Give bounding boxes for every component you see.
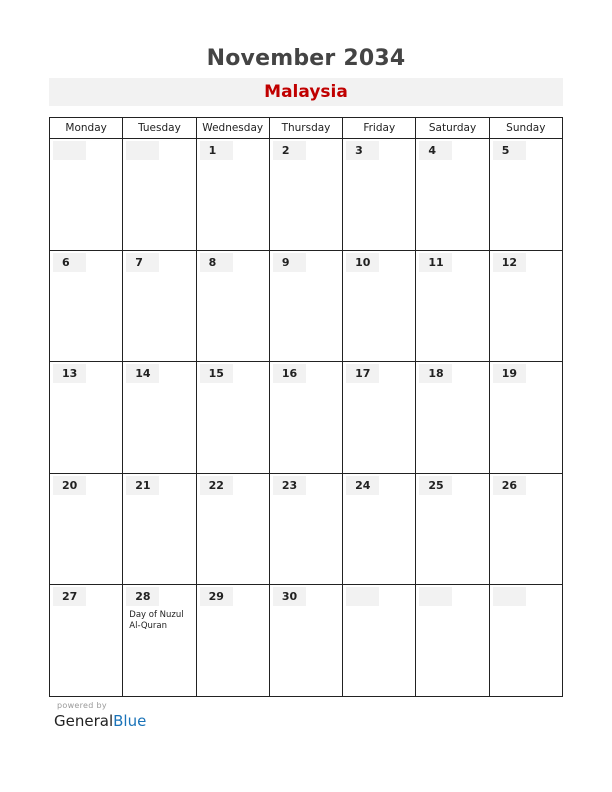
day-cell (50, 585, 123, 697)
day-cell (270, 251, 343, 362)
day-cell (490, 585, 562, 697)
day-cell (197, 474, 270, 585)
day-number: 12 (493, 253, 526, 272)
brand-general: General (54, 712, 114, 730)
day-cell (197, 362, 270, 473)
day-number: 4 (419, 141, 452, 160)
day-number: 24 (346, 476, 379, 495)
day-number: 5 (493, 141, 526, 160)
week-row (50, 474, 562, 586)
day-number: 25 (419, 476, 452, 495)
week-row (50, 139, 562, 251)
week-row (50, 585, 562, 697)
day-number: 14 (126, 364, 159, 383)
day-number: 16 (273, 364, 306, 383)
day-number: 7 (126, 253, 159, 272)
day-number: 29 (200, 587, 233, 606)
day-number (126, 141, 159, 160)
day-cell (343, 585, 416, 697)
day-number: 2 (273, 141, 306, 160)
week-row (50, 362, 562, 474)
day-number (419, 587, 452, 606)
day-number (346, 587, 379, 606)
day-number: 18 (419, 364, 452, 383)
day-number: 15 (200, 364, 233, 383)
day-cell (490, 139, 562, 250)
day-number: 30 (273, 587, 306, 606)
weekday-header-row (50, 118, 562, 139)
day-number: 3 (346, 141, 379, 160)
day-cell (270, 362, 343, 473)
weekday-header: Wednesday (197, 118, 270, 138)
day-number: 28 (126, 587, 159, 606)
weekday-header: Friday (343, 118, 416, 138)
weekday-header: Monday (50, 118, 123, 138)
day-number: 17 (346, 364, 379, 383)
day-cell (123, 139, 196, 250)
day-cell (343, 474, 416, 585)
weekday-header: Saturday (416, 118, 489, 138)
day-cell (197, 251, 270, 362)
calendar-grid (49, 117, 563, 697)
day-number: 11 (419, 253, 452, 272)
holiday-label: Day of Nuzul Al-Quran (129, 610, 184, 632)
day-cell (50, 474, 123, 585)
day-number: 26 (493, 476, 526, 495)
day-cell (197, 139, 270, 250)
day-cell (416, 362, 489, 473)
generalblue-logo[interactable] (54, 712, 146, 730)
week-row (50, 251, 562, 363)
day-cell (490, 362, 562, 473)
brand-blue: Blue (113, 712, 147, 730)
day-cell (50, 139, 123, 250)
day-cell (416, 139, 489, 250)
weekday-header: Sunday (506, 122, 546, 134)
weekday-header: Thursday (270, 118, 343, 138)
day-cell (343, 139, 416, 250)
day-number: 20 (53, 476, 86, 495)
day-number: 6 (53, 253, 86, 272)
day-cell (490, 251, 562, 362)
day-number: 10 (346, 253, 379, 272)
weekday-header: Tuesday (123, 118, 196, 138)
day-number: 22 (200, 476, 233, 495)
day-cell (123, 251, 196, 362)
powered-by-text: powered by (57, 701, 107, 710)
day-cell (123, 362, 196, 473)
day-cell (123, 585, 196, 697)
day-number (493, 587, 526, 606)
day-number: 23 (273, 476, 306, 495)
day-cell (270, 585, 343, 697)
day-number: 21 (126, 476, 159, 495)
country-name: Malaysia (264, 82, 348, 102)
day-cell (416, 474, 489, 585)
day-number: 8 (200, 253, 233, 272)
day-number: 27 (53, 587, 86, 606)
day-number (53, 141, 86, 160)
day-cell (50, 362, 123, 473)
day-cell (343, 251, 416, 362)
calendar-title: November 2034 (206, 46, 406, 71)
day-cell (490, 474, 562, 585)
day-number: 1 (200, 141, 233, 160)
day-cell (197, 585, 270, 697)
day-cell (416, 251, 489, 362)
day-number: 19 (493, 364, 526, 383)
day-number: 13 (53, 364, 86, 383)
day-cell (270, 139, 343, 250)
day-cell (50, 251, 123, 362)
day-cell (416, 585, 489, 697)
day-cell (123, 474, 196, 585)
day-number: 9 (273, 253, 306, 272)
country-bar (49, 78, 563, 106)
day-cell (343, 362, 416, 473)
day-cell (270, 474, 343, 585)
